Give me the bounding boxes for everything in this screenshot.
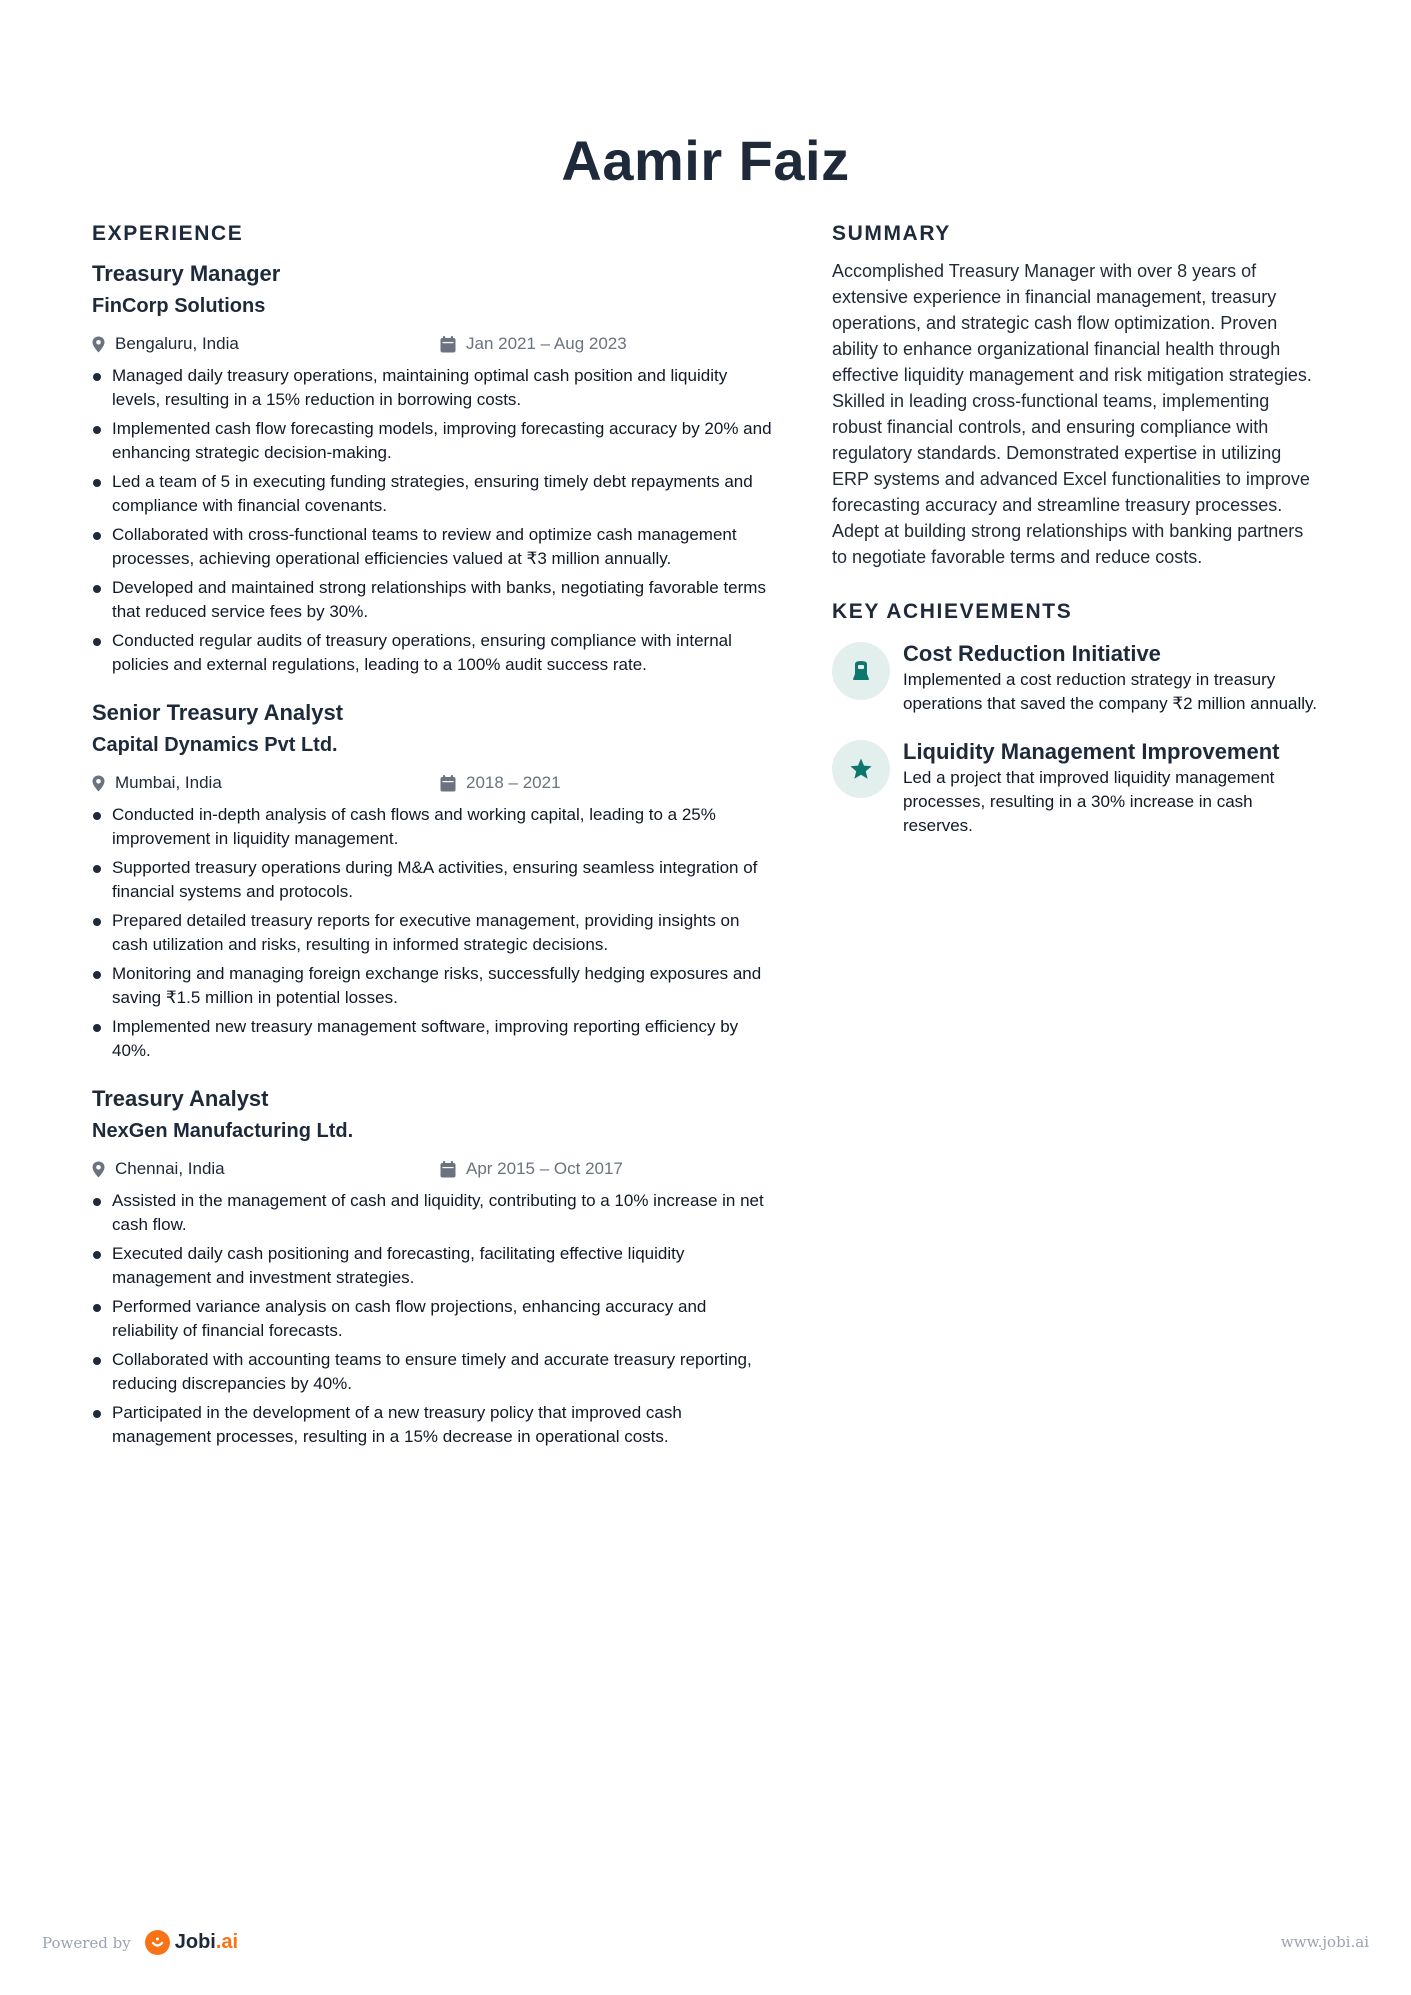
experience-column <box>92 222 772 1469</box>
bullet-dot <box>93 918 101 926</box>
bullet-text: Developed and maintained strong relationships with banks, negotiating favorable terms that reduced service fees by 30%. <box>112 578 766 621</box>
job-dates-text: Apr 2015 – Oct 2017 <box>466 1159 623 1178</box>
jobi-logo-icon <box>145 1930 170 1955</box>
sidebar-column <box>832 222 1322 860</box>
location-pin-icon <box>92 1161 105 1178</box>
candidate-name: Aamir Faiz <box>561 129 850 192</box>
job-dates <box>440 1159 623 1179</box>
bullet-item <box>92 962 772 1010</box>
powered-by-label: Powered by <box>42 1933 131 1952</box>
bullet-text: Prepared detailed treasury reports for executive management, providing insights on cash utilization and risks, resulting in informed strategic decisions. <box>112 911 740 954</box>
bullet-item <box>92 1295 772 1343</box>
bullet-item <box>92 1015 772 1063</box>
bullet-text: Led a team of 5 in executing funding strategies, ensuring timely debt repayments and compliance with financial covenants. <box>112 472 753 515</box>
job-bullets <box>92 1189 772 1449</box>
job-entry <box>92 697 772 1063</box>
location-pin-icon <box>92 775 105 792</box>
bullet-dot <box>93 971 101 979</box>
job-dates <box>440 334 627 354</box>
bullet-dot <box>93 1410 101 1418</box>
achievement-title: Liquidity Management Improvement <box>903 739 1280 764</box>
job-title: Treasury Manager <box>92 261 281 286</box>
job-location-text: Bengaluru, India <box>115 334 239 353</box>
job-location <box>92 1159 440 1179</box>
bullet-text: Executed daily cash positioning and forecasting, facilitating effective liquidity management and investment strategies. <box>112 1244 685 1287</box>
bullet-dot <box>93 532 101 540</box>
bullet-dot <box>93 373 101 381</box>
job-entry <box>92 1083 772 1449</box>
job-bullets <box>92 364 772 677</box>
job-dates-text: Jan 2021 – Aug 2023 <box>466 334 627 353</box>
company-name: NexGen Manufacturing Ltd. <box>92 1120 354 1142</box>
bullet-text: Participated in the development of a new treasury policy that improved cash management processes, resulting in a 15% decrease in operational costs. <box>112 1403 682 1446</box>
bullet-text: Conducted regular audits of treasury operations, ensuring compliance with internal policies and external regulations, leading to a 100% audit success rate. <box>112 631 732 674</box>
company-name: FinCorp Solutions <box>92 295 266 317</box>
job-location-text: Chennai, India <box>115 1159 225 1178</box>
bullet-item <box>92 1401 772 1449</box>
bullet-dot <box>93 426 101 434</box>
job-dates <box>440 773 561 793</box>
bullet-item <box>92 909 772 957</box>
bullet-text: Implemented cash flow forecasting models, improving forecasting accuracy by 20% and enhancing strategic decision-making. <box>112 419 772 462</box>
job-dates-text: 2018 – 2021 <box>466 773 561 792</box>
achievement-title: Cost Reduction Initiative <box>903 641 1161 666</box>
location-pin-icon <box>92 336 105 353</box>
jobi-logo-suffix: .ai <box>215 1931 239 1953</box>
bullet-item <box>92 1189 772 1237</box>
bullet-dot <box>93 1198 101 1206</box>
bullet-item <box>92 364 772 412</box>
summary-text: Accomplished Treasury Manager with over 8 years of extensive experience in financial management, treasury operations, and strategic cash flow optimization. Proven ability to enhance organizational financial health through effective liquidity management and risk mitigation strategies. Skilled in leading cross-functional teams, implementing robust financial controls, and ensuring compliance with regulatory standards. Demonstrated expertise in utilizing ERP systems and advanced Excel functionalities to improve forecasting accuracy and streamline treasury processes. Adept at building strong relationships with banking partners to negotiate favorable terms and reduce costs. <box>832 261 1312 567</box>
bullet-item <box>92 417 772 465</box>
bullet-dot <box>93 1251 101 1259</box>
jobi-logo[interactable] <box>145 1930 238 1955</box>
job-list <box>92 258 772 1449</box>
achievements-heading: KEY ACHIEVEMENTS <box>832 600 1073 623</box>
jobi-logo-text: Jobi <box>174 1931 216 1953</box>
bullet-item <box>92 1348 772 1396</box>
company-name: Capital Dynamics Pvt Ltd. <box>92 734 338 756</box>
bullet-text: Supported treasury operations during M&A activities, ensuring seamless integration of financial systems and protocols. <box>112 858 758 901</box>
job-meta <box>92 769 772 797</box>
job-title: Senior Treasury Analyst <box>92 700 344 725</box>
job-location-text: Mumbai, India <box>115 773 222 792</box>
job-meta <box>92 330 772 358</box>
summary-heading: SUMMARY <box>832 222 951 245</box>
bullet-dot <box>93 812 101 820</box>
bullet-text: Conducted in-depth analysis of cash flows and working capital, leading to a 25% improvement in liquidity management. <box>112 805 716 848</box>
job-location <box>92 773 440 793</box>
calendar-icon <box>440 336 456 353</box>
bullet-dot <box>93 1357 101 1365</box>
bullet-dot <box>93 1304 101 1312</box>
badge-icon <box>832 642 890 700</box>
bullet-item <box>92 803 772 851</box>
star-icon <box>832 740 890 798</box>
bullet-dot <box>93 585 101 593</box>
bullet-text: Assisted in the management of cash and liquidity, contributing to a 10% increase in net cash flow. <box>112 1191 764 1234</box>
bullet-text: Collaborated with cross-functional teams to review and optimize cash management processes, achieving operational efficiencies valued at ₹3 million annually. <box>112 525 737 568</box>
bullet-item <box>92 856 772 904</box>
website-link[interactable]: www.jobi.ai <box>1280 1933 1369 1951</box>
calendar-icon <box>440 1161 456 1178</box>
bullet-dot <box>93 1024 101 1032</box>
bullet-item <box>92 629 772 677</box>
experience-heading: EXPERIENCE <box>92 222 244 245</box>
bullet-dot <box>93 865 101 873</box>
powered-by <box>42 1930 238 1955</box>
bullet-text: Monitoring and managing foreign exchange risks, successfully hedging exposures and saving ₹1.5 million in potential losses. <box>112 964 762 1007</box>
job-meta <box>92 1155 772 1183</box>
bullet-item <box>92 523 772 571</box>
job-title: Treasury Analyst <box>92 1086 269 1111</box>
bullet-item <box>92 470 772 518</box>
job-bullets <box>92 803 772 1063</box>
achievement-item <box>832 640 1322 716</box>
bullet-dot <box>93 638 101 646</box>
calendar-icon <box>440 775 456 792</box>
bullet-text: Implemented new treasury management software, improving reporting efficiency by 40%. <box>112 1017 739 1060</box>
achievement-description: Implemented a cost reduction strategy in treasury operations that saved the company ₹2 million annually. <box>903 670 1318 713</box>
bullet-text: Performed variance analysis on cash flow projections, enhancing accuracy and reliability of financial forecasts. <box>112 1297 707 1340</box>
job-entry <box>92 258 772 677</box>
bullet-text: Managed daily treasury operations, maintaining optimal cash position and liquidity levels, resulting in a 15% reduction in borrowing costs. <box>112 366 728 409</box>
job-location <box>92 334 440 354</box>
bullet-item <box>92 1242 772 1290</box>
bullet-text: Collaborated with accounting teams to ensure timely and accurate treasury reporting, reducing discrepancies by 40%. <box>112 1350 752 1393</box>
achievement-item <box>832 738 1322 838</box>
bullet-dot <box>93 479 101 487</box>
bullet-item <box>92 576 772 624</box>
achievement-description: Led a project that improved liquidity management processes, resulting in a 30% increase in cash reserves. <box>903 768 1275 835</box>
